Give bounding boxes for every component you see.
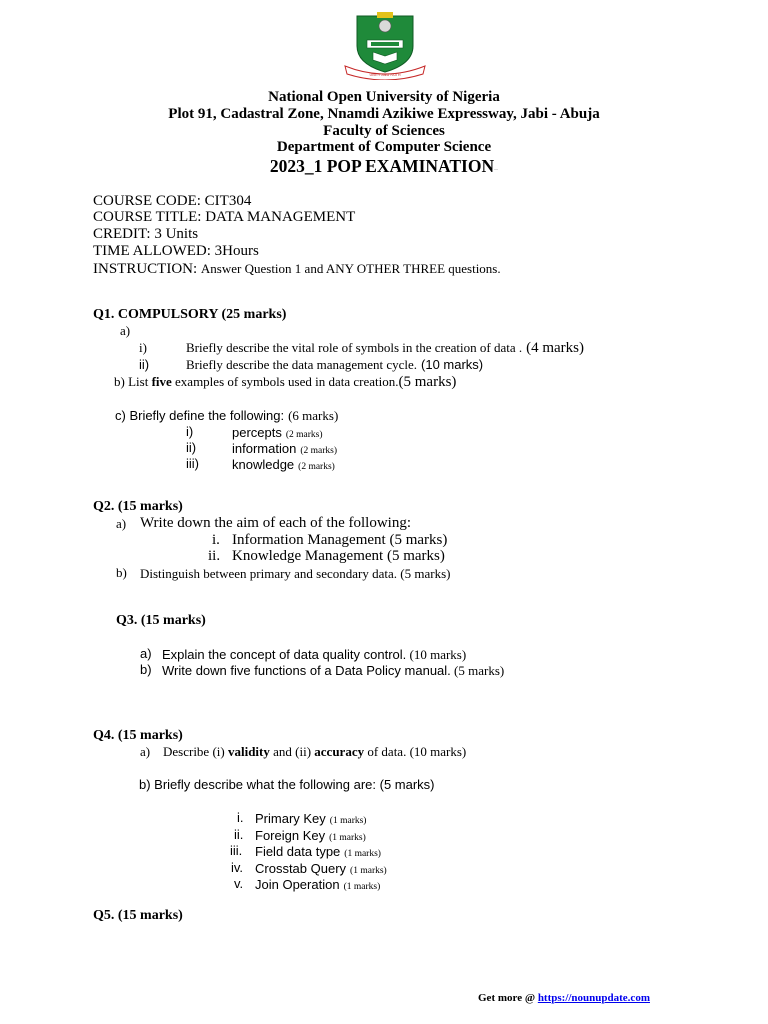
crest-motto: UNITY AND FAITH [369,73,401,77]
faculty-name: Faculty of Sciences [323,123,445,139]
q3-b-marks: (5 marks) [450,663,505,678]
q1-c [115,407,338,425]
q2-b-marks: . (5 marks) [393,566,451,581]
q1-b-marks: (5 marks) [398,374,457,390]
q1-heading: Q1. COMPULSORY (25 marks) [93,307,287,322]
q2-a-ii-num: ii. [208,548,221,564]
q4-b-v-marks: (1 marks) [343,882,381,892]
q4-b-v [255,876,380,894]
q3-b [162,662,504,680]
exam-title: 2023_1 POP EXAMINATION [269,156,495,176]
q1-a-ii-text: Briefly describe the data management cycle. [186,357,418,372]
q1-a-ii-num: ii) [139,357,150,372]
q4-b-v-term: Join Operation [255,877,340,892]
q4-b-i-marks: (1 marks) [329,816,367,826]
q4-b-i-num: i. [237,810,244,825]
university-crest [343,12,427,80]
course-credit: CREDIT: 3 Units [93,226,199,242]
q4-a [163,744,466,760]
q1-c-i-num: i) [186,424,194,439]
q4-a-mid: and (ii) [269,744,315,759]
course-title: COURSE TITLE: DATA MANAGEMENT [93,209,356,225]
q4-a-post: of data [364,744,404,759]
q1-c-ii-term: information [232,441,297,456]
q1-c-i-term: percepts [232,425,282,440]
q1-c-marks: (6 marks) [288,408,339,423]
instruction [93,260,501,278]
q4-a-marks: . (10 marks) [403,744,467,759]
footer [478,992,650,1004]
q2-a-text: Write down the aim of each of the following: [140,515,411,531]
q4-b-v-num: v. [234,876,244,891]
q1-c-iii-marks: (2 marks) [298,462,335,472]
q1-a-i-num: i) [139,340,147,355]
footer-prefix: Get more @ [478,992,538,1004]
q2-b-text: Distinguish between primary and secondary data [140,566,394,581]
q1-b-pre: b) List [114,374,152,389]
q1-c-ii-marks: (2 marks) [300,446,337,456]
q2-a-i-num: i. [212,532,220,548]
q1-c-ii-num: ii) [186,440,197,455]
q4-b-iv-term: Crosstab Query [255,861,347,876]
q4-heading: Q4. (15 marks) [93,728,183,743]
q4-b-iv-marks: (1 marks) [350,866,387,876]
q1-c-iii [232,456,335,474]
q4-b-ii-num: ii. [234,827,244,842]
q1-c-iii-term: knowledge [232,457,295,472]
q1-a-i-marks: (4 marks) [526,340,584,356]
department-name: Department of Computer Science [276,139,492,155]
instruction-label: INSTRUCTION: [93,261,201,277]
course-code: COURSE CODE: CIT304 [93,193,252,209]
instruction-end: . [497,261,501,276]
footer-link[interactable]: https://nounupdate.com [537,992,650,1004]
q1-c-iii-num: iii) [186,456,199,471]
q1-b-post: examples of symbols used in data creation. [171,374,399,389]
q4-b-ii-marks: (1 marks) [329,833,366,843]
q1-a-ii-marks: (10 marks) [421,357,484,372]
q1-c-i-marks: (2 marks) [285,430,323,440]
q4-b-ii-term: Foreign Key [255,828,326,843]
q1-b-bold: five [151,374,172,389]
q2-heading: Q2. (15 marks) [93,499,183,514]
q4-b-text: b) Briefly describe what the following are: (5 marks) [139,777,435,792]
q1-b [114,373,456,391]
q2-b [140,565,450,583]
university-address: Plot 91, Cadastral Zone, Nnamdi Azikiwe Expressway, Jabi - Abuja [168,106,600,122]
q4-b-iv-num: iv. [231,860,244,875]
q1-a-ii [186,356,483,374]
q4-b-iii [255,843,381,861]
exam-title-mark: .... [494,165,499,171]
q2-a-label: a) [116,516,127,531]
q3-heading: Q3. (15 marks) [116,613,206,628]
time-allowed: TIME ALLOWED: 3Hours [93,243,259,259]
q2-a-i-text: Information Management (5 marks) [232,532,448,548]
instruction-text: Answer Question 1 and ANY OTHER THREE questions [200,261,498,276]
q3-a-label: a) [140,646,152,661]
q4-b-iii-marks: (1 marks) [344,849,381,859]
q4-b-i [255,810,366,828]
q1-a-i [186,339,584,357]
q4-a-pre: Describe (i) [163,744,228,759]
q3-b-text: Write down five functions of a Data Policy manual. [162,663,451,678]
q4-b-i-term: Primary Key [255,811,326,826]
q3-b-label: b) [140,662,152,677]
q1-a-label: a) [120,323,131,338]
q4-a-label: a) [140,744,151,759]
exam-title-line [0,156,768,177]
q1-a-i-text: Briefly describe the vital role of symbols in the creation of data . [186,340,523,355]
university-name: National Open University of Nigeria [268,89,500,105]
q4-b-iii-num: iii. [230,843,243,858]
q2-b-label: b) [116,565,127,580]
q4-b-iii-term: Field data type [255,844,341,859]
q3-a-marks: (10 marks) [406,647,467,662]
q4-a-validity: validity [227,744,270,759]
q5-heading: Q5. (15 marks) [93,908,183,923]
q3-a-text: Explain the concept of data quality control. [162,647,407,662]
q4-a-accuracy: accuracy [314,744,365,759]
q1-c-text: c) Briefly define the following: [115,408,285,423]
q2-a-ii-text: Knowledge Management (5 marks) [232,548,445,564]
